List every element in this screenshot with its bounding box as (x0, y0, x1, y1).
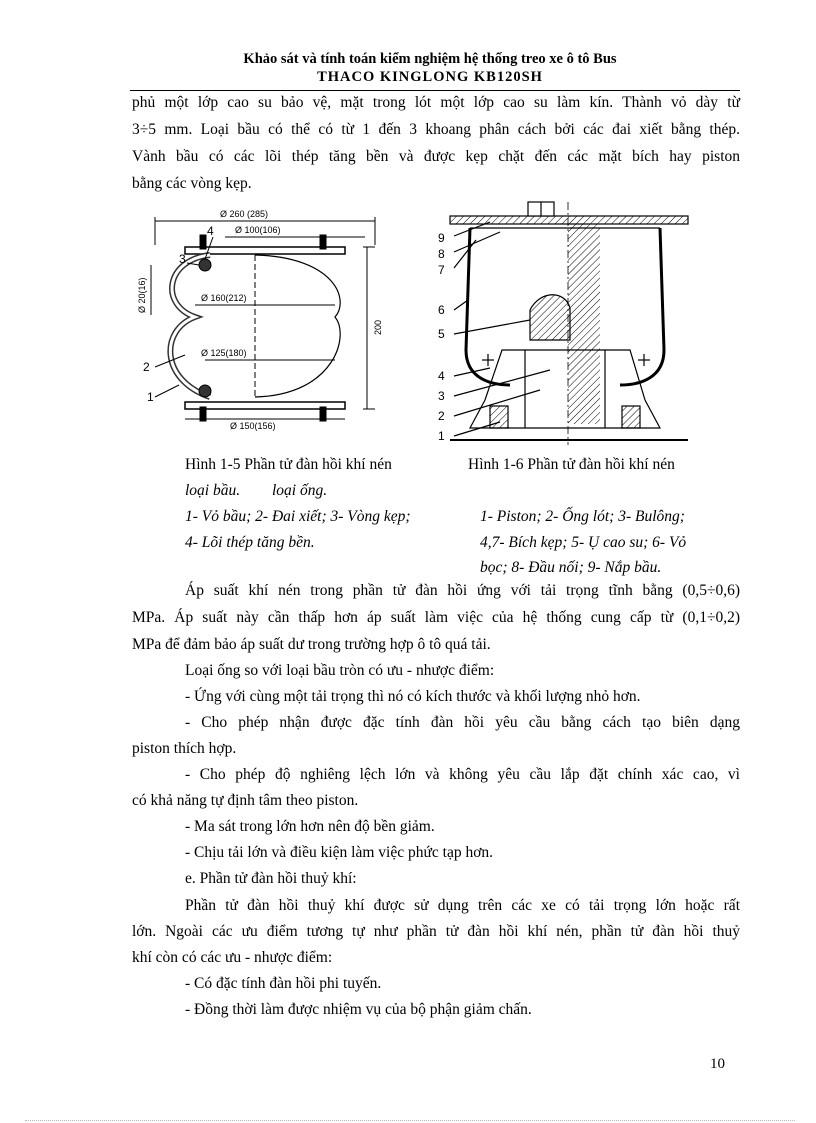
legend-text: 4,7- Bích kẹp; 5- Ụ cao su; 6- Vỏ (480, 534, 687, 551)
callout-number: 4 (438, 369, 445, 383)
callout-number: 2 (438, 409, 445, 423)
paragraph-line: Loại ống so với loại bầu tròn có ưu - nhược điểm: (185, 662, 495, 679)
figure-rolling-lobe-air-spring (430, 200, 700, 450)
footer-rule (25, 1120, 795, 1121)
page-header (120, 50, 740, 86)
callout-number: 3 (179, 252, 186, 266)
legend-text: 1- Vỏ bầu; 2- Đai xiết; 3- Vòng kẹp; (185, 508, 411, 525)
callout-number: 8 (438, 247, 445, 261)
bullet-line: - Ứng với cùng một tải trọng thì nó có kích thước và khối lượng nhỏ hơn. (185, 688, 641, 705)
bullet-line: - Đồng thời làm được nhiệm vụ của bộ phận giảm chấn. (185, 1001, 532, 1018)
figure-bellows-air-spring (135, 205, 395, 435)
bullet-line: piston thích hợp. (132, 740, 237, 757)
callout-number: 9 (438, 231, 445, 245)
callout-number: 2 (143, 360, 150, 374)
caption-right-subtitle: loại ống. (272, 482, 328, 499)
bullet-line: - Ma sát trong lớn hơn nên độ bền giảm. (185, 818, 435, 835)
page-number: 10 (710, 1056, 725, 1072)
callout-number: 4 (207, 224, 214, 238)
caption-right-legend (480, 508, 685, 526)
bullet-line: - Cho phép độ nghiêng lệch lớn và không yêu cầu lắp đặt chính xác cao, vì (185, 766, 740, 783)
caption-left-title: Hình 1-5 Phần tử đàn hồi khí nén (185, 456, 392, 473)
header-title: Khảo sát và tính toán kiểm nghiệm hệ thống treo xe ô tô Bus (243, 51, 617, 67)
legend-text: bọc; 8- Đầu nối; 9- Nắp bầu. (480, 559, 662, 576)
legend-text: 1- Piston; 2- Ống lót; 3- Bulông; (480, 508, 685, 525)
dim-label: Ø 100(106) (235, 225, 281, 235)
caption-left-subtitle: loại bầu. (185, 482, 241, 499)
callout-number: 6 (438, 303, 445, 317)
paragraph-line: khí còn có các ưu - nhược điểm: (132, 949, 333, 966)
caption-right-title: Hình 1-6 Phần tử đàn hồi khí nén (468, 456, 675, 473)
paragraph-line: MPa. Áp suất này cần thấp hơn áp suất làm việc của hệ thống cung cấp từ (0,1÷0,2) (132, 609, 740, 626)
bullet-line: - Có đặc tính đàn hồi phi tuyến. (185, 975, 382, 992)
dim-label: Ø 125(180) (201, 348, 247, 358)
dim-label: Ø 20(16) (137, 277, 147, 313)
paragraph-line: Phần tử đàn hồi thuỷ khí được sử dụng trên các xe có tải trọng lớn hoặc rất (185, 897, 740, 914)
dim-label: 200 (373, 319, 383, 335)
caption-left-legend (185, 534, 315, 552)
callout-number: 5 (438, 327, 445, 341)
intro-line: 3÷5 mm. Loại bầu có thể có từ 1 đến 3 khoang phân cách bởi các đai xiết bằng thép. (132, 121, 740, 138)
header-subtitle: THACO KINGLONG KB120SH (317, 69, 543, 85)
paragraph-line: lớn. Ngoài các ưu điểm tương tự như phần tử đàn hồi khí nén, phần tử đàn hồi thuỷ (132, 923, 740, 940)
bullet-line: có khả năng tự định tâm theo piston. (132, 792, 359, 809)
callout-number: 7 (438, 263, 445, 277)
dim-label: Ø 260 (285) (220, 209, 269, 219)
caption-right-legend (480, 559, 661, 577)
dim-label: Ø 150(156) (230, 421, 276, 431)
caption-right-legend (480, 534, 686, 552)
caption-subtitle-row (185, 482, 327, 500)
caption-left-legend (185, 508, 411, 526)
legend-text: 4- Lõi thép tăng bền. (185, 534, 315, 551)
callout-number: 3 (438, 389, 445, 403)
header-rule (130, 90, 740, 91)
paragraph-line: MPa để đảm bảo áp suất dư trong trường hợp ô tô quá tải. (132, 636, 491, 653)
bullet-line: - Chịu tải lớn và điều kiện làm việc phức tạp hơn. (185, 844, 494, 861)
callout-number: 1 (147, 390, 154, 404)
paragraph-line: Áp suất khí nén trong phần tử đàn hồi ứng với tải trọng tĩnh bằng (0,5÷0,6) (185, 582, 740, 599)
intro-line: Vành bầu có các lõi thép tăng bền và được kẹp chặt đến các mặt bích hay piston (132, 148, 740, 165)
intro-line: phủ một lớp cao su bảo vệ, mặt trong lót một lớp cao su làm kín. Thành vỏ dày từ (132, 94, 740, 111)
bullet-line: - Cho phép nhận được đặc tính đàn hồi yêu cầu bằng cách tạo biên dạng (185, 714, 740, 731)
section-heading: e. Phần tử đàn hồi thuỷ khí: (185, 870, 357, 887)
callout-number: 1 (438, 429, 445, 443)
dim-label: Ø 160(212) (201, 293, 247, 303)
intro-line: bằng các vòng kẹp. (132, 175, 252, 192)
